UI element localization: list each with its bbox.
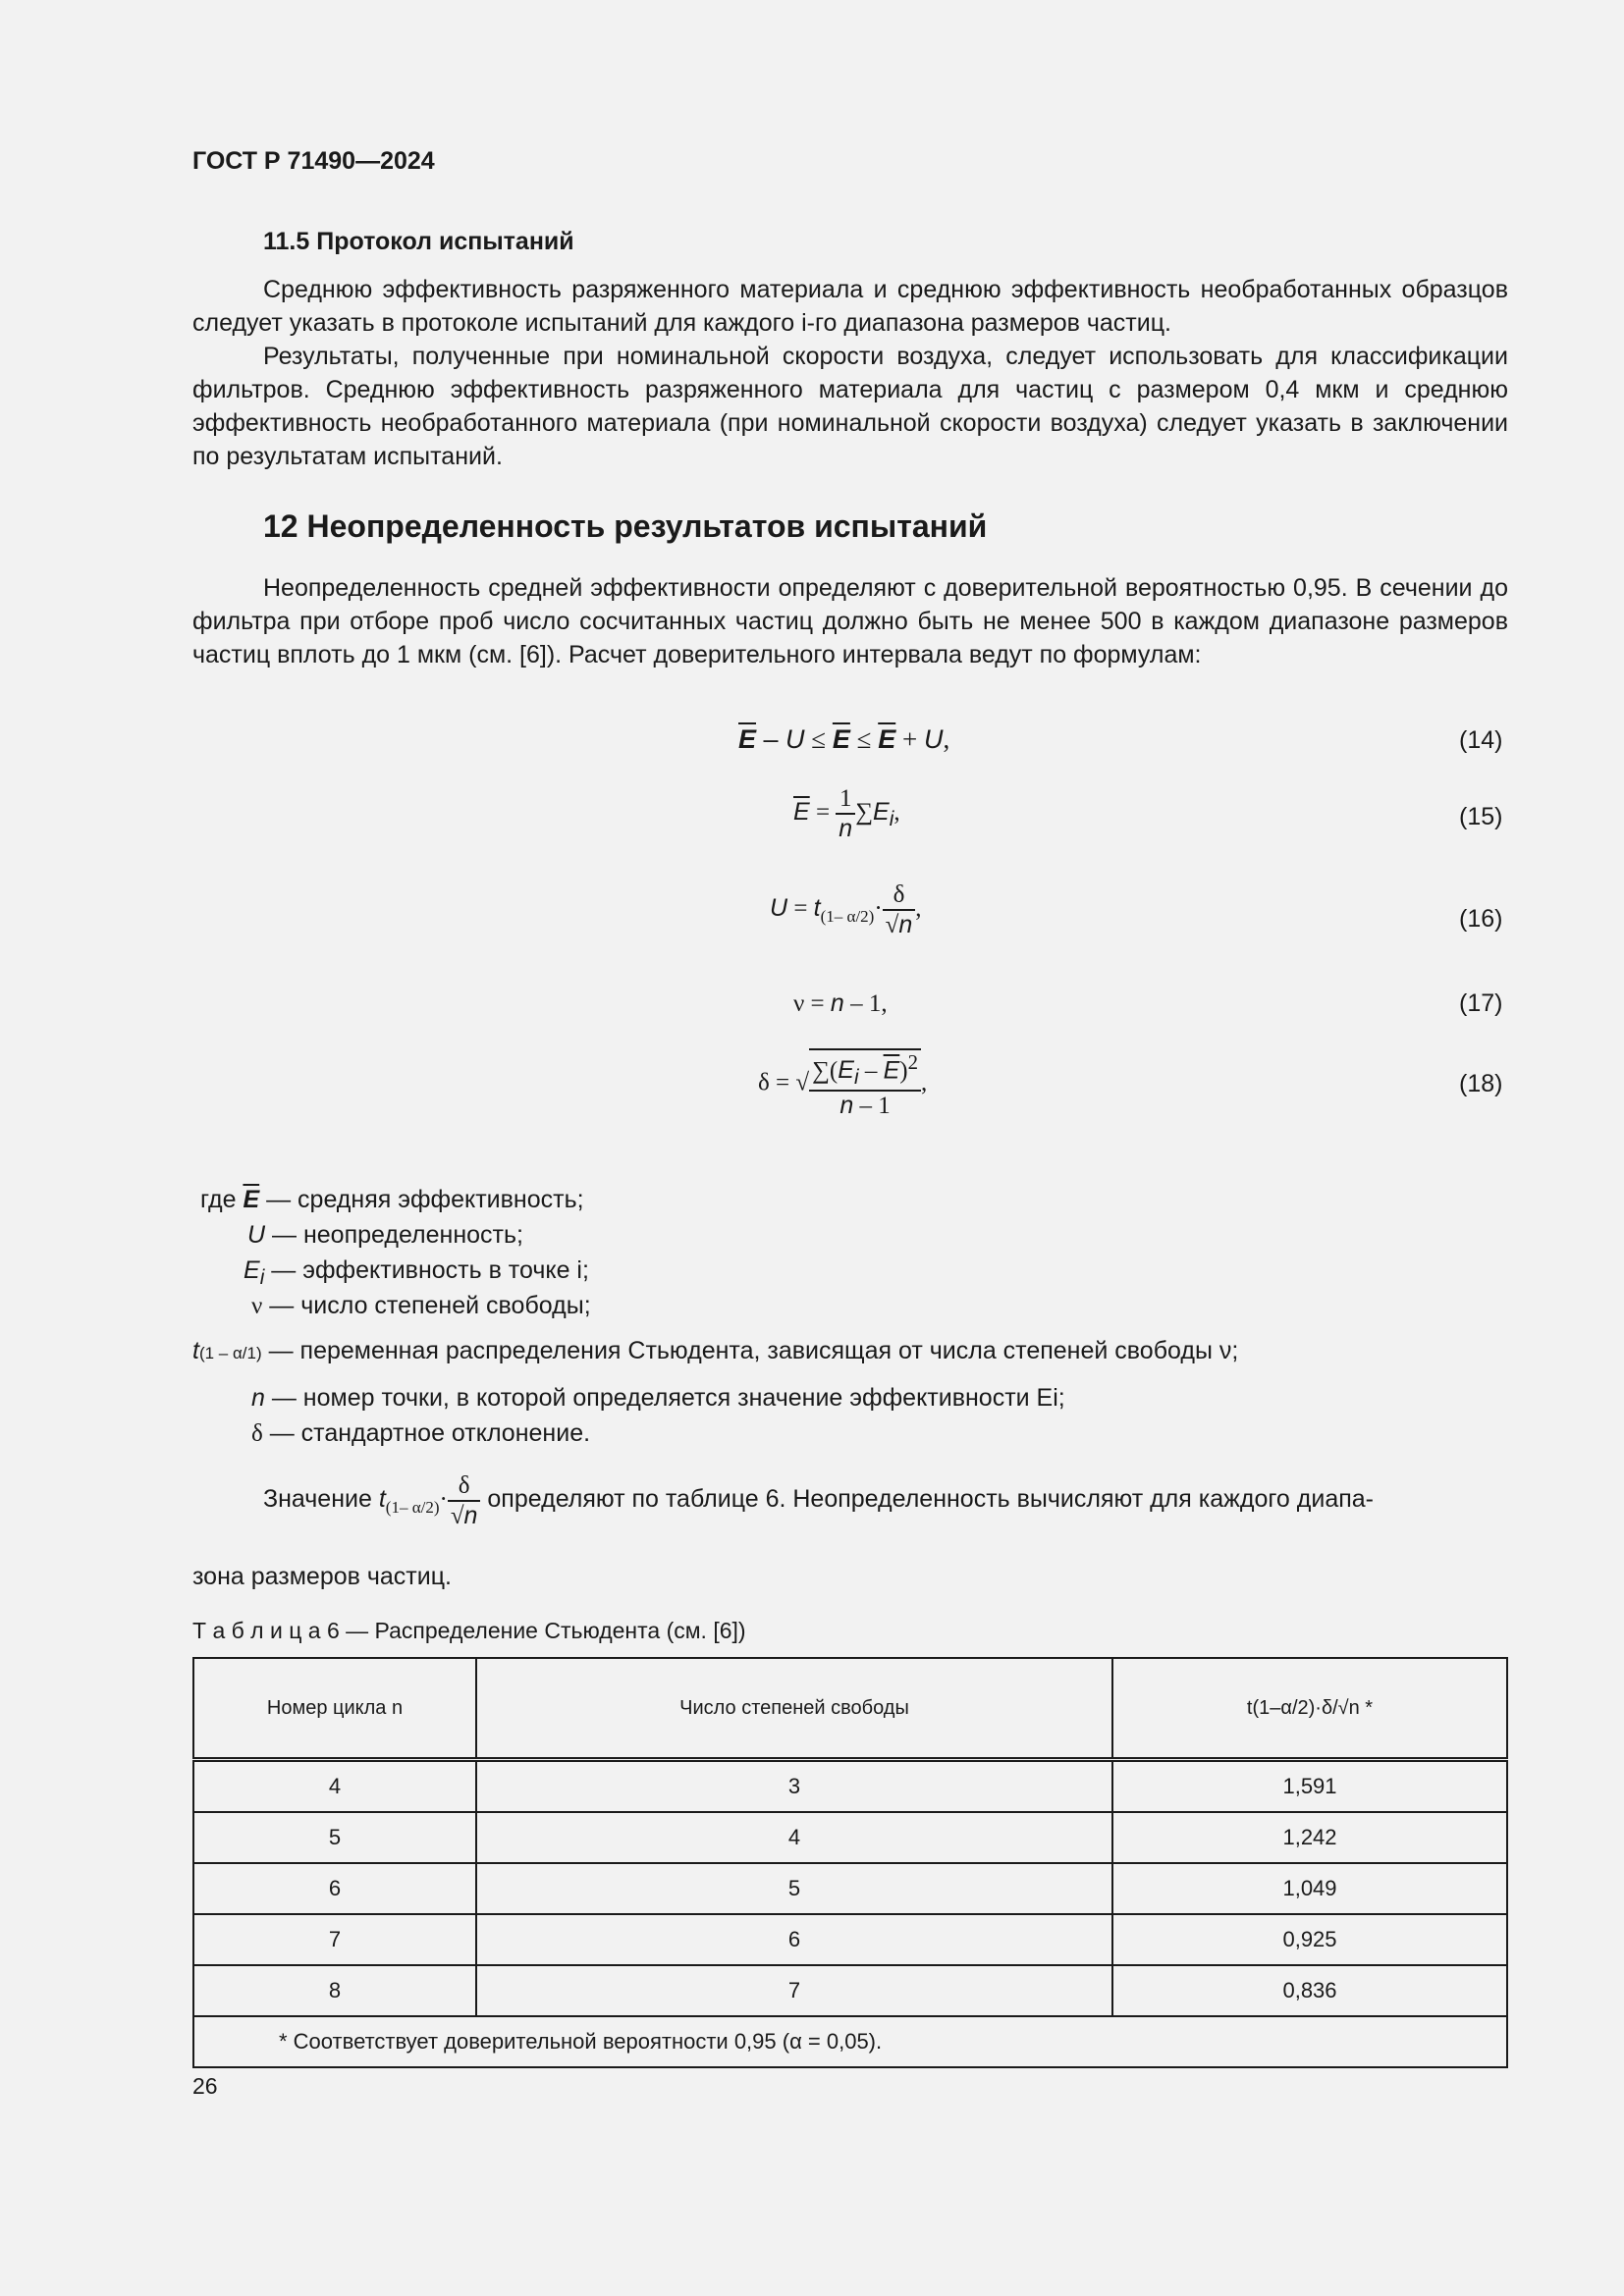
equation-16: $U = t_{(1- \alpha/2)}\cdot$ $\frac{\delta}{√n}$ , <box>770 881 922 938</box>
table-row <box>193 1863 1507 1914</box>
legend-text: — неопределенность; <box>272 1221 523 1249</box>
section-11-5-title: 11.5 Протокол испытаний <box>263 228 574 255</box>
table-cell: 0,925 <box>1112 1914 1507 1965</box>
legend-text: — средняя эффективность; <box>266 1186 584 1213</box>
equation-14: $\overline{E} - U \le \overline{E} \le \overline{E} + U$, <box>738 724 950 754</box>
equation-number: (14) <box>1459 726 1503 754</box>
table-row <box>193 1965 1507 2016</box>
legend-text: — переменная распределения Стьюдента, зависящая от числа степеней свободы ν; <box>268 1337 1239 1364</box>
table-cell: 1,242 <box>1112 1812 1507 1863</box>
table-row <box>193 1914 1507 1965</box>
table-row <box>193 1812 1507 1863</box>
table-cell: 3 <box>476 1760 1112 1813</box>
table-cell: 4 <box>476 1812 1112 1863</box>
table-footnote: * Соответствует доверительной вероятности 0,95 (α = 0,05). <box>193 2016 1507 2067</box>
table-cell: 5 <box>476 1863 1112 1914</box>
table-cell: 0,836 <box>1112 1965 1507 2016</box>
value-note: Значение $t_{(1- \alpha/2)}\cdot$ $\frac{\delta}{√n}$ определяют по таблице 6. Неопределенность вычисляют для каждого диапа- <box>263 1472 1374 1529</box>
column-header: Число степеней свободы <box>476 1658 1112 1760</box>
legend-text: — стандартное отклонение. <box>269 1419 591 1447</box>
value-note-suffix: определяют по таблице 6. Неопределенность вычисляют для каждого диапа- <box>487 1485 1374 1514</box>
table-cell: 1,049 <box>1112 1863 1507 1914</box>
paragraph: Неопределенность средней эффективности определяют с доверительной вероятностью 0,95. В сечении до фильтра при отборе проб число сосчитанных частиц должно быть не менее 500 в каждом диапазоне размеров частиц вплоть до 1 мкм (см. [6]). Расчет доверительного интервала ведут по формулам: <box>192 574 1508 668</box>
legend-text: — эффективность в точке i; <box>271 1256 589 1284</box>
equation-15: $\overline{E}$ = $\frac{1}{n}$ $\sum E_i$, <box>793 785 900 842</box>
equation-number: (18) <box>1459 1070 1503 1097</box>
table-cell: 8 <box>193 1965 476 2016</box>
equation-18: δ = √ $\frac{\sum(E_i - \overline{E})^2}{n - 1}$ , <box>758 1050 928 1120</box>
equation-number: (16) <box>1459 905 1503 933</box>
column-header: t(1–α/2)·δ/√n * <box>1112 1658 1507 1760</box>
section-12-title: 12 Неопределенность результатов испытаний <box>263 508 988 544</box>
table-cell: 4 <box>193 1760 476 1813</box>
value-note-line2: зона размеров частиц. <box>192 1563 452 1590</box>
symbol-legend: где $\overline{E}$ — средняя эффективность; U — неопределенность; $E_i$ — эффективность в точке i; ν — число степеней свободы; t(1 – α/1) — переменная распределения Стьюдента, зависящая от числа степеней свободы ν; n — номер точки, в которой определяется значение эффективности Ei; δ — стандартное отклонение. <box>192 1186 1239 1447</box>
equation-number: (17) <box>1459 989 1503 1017</box>
table-cell: 7 <box>476 1965 1112 2016</box>
equation-number: (15) <box>1459 803 1503 830</box>
page-number: 26 <box>192 2073 218 2099</box>
equation-17: ν = n – 1, <box>793 989 888 1017</box>
column-header: Номер цикла n <box>193 1658 476 1760</box>
legend-intro: где <box>200 1186 237 1213</box>
table-cell: 6 <box>193 1863 476 1914</box>
table-row <box>193 1760 1507 1813</box>
section-11-5-body <box>192 273 1508 473</box>
table-cell: 5 <box>193 1812 476 1863</box>
section-12-body <box>192 571 1508 671</box>
value-note-prefix: Значение <box>263 1485 372 1514</box>
paragraph: Среднюю эффективность разряженного материала и среднюю эффективность необработанных образцов следует указать в протоколе испытаний для каждого i-го диапазона размеров частиц. <box>192 276 1508 337</box>
table-cell: 1,591 <box>1112 1760 1507 1813</box>
student-distribution-table <box>192 1657 1508 2068</box>
table-cell: 6 <box>476 1914 1112 1965</box>
paragraph: Результаты, полученные при номинальной скорости воздуха, следует использовать для классификации фильтров. Среднюю эффективность разряженного материала для частиц с размером 0,4 мкм и среднюю эффективность необработанного материала (при номинальной скорости воздуха) следует указать в заключении по результатам испытаний. <box>192 343 1508 470</box>
legend-text: — число степеней свободы; <box>269 1292 591 1319</box>
table-cell: 7 <box>193 1914 476 1965</box>
table-caption: Т а б л и ц а 6 — Распределение Стьюдента (см. [6]) <box>192 1618 746 1643</box>
document-code: ГОСТ Р 71490—2024 <box>192 147 435 175</box>
table-footnote-row <box>193 2016 1507 2067</box>
legend-text: — номер точки, в которой определяется значение эффективности Ei; <box>271 1384 1065 1412</box>
